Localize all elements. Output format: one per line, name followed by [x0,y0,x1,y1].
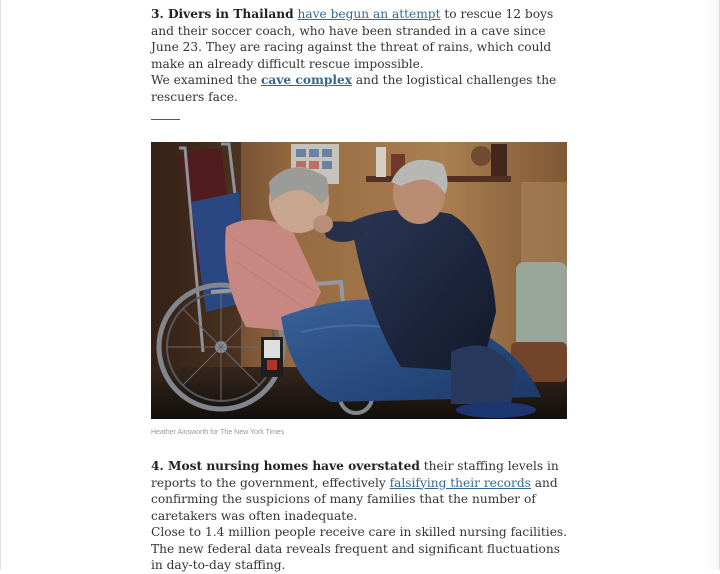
photo-credit: Heather Ainsworth for The New York Times [151,429,285,436]
nursing-home-photo [151,142,567,419]
cave-complex-link[interactable]: cave complex [261,73,353,87]
item-4-lead: 4. Most nursing homes have overstated [151,459,420,473]
paragraph-item-4 [151,458,569,524]
cave-text-after: and the logistical challenges the rescuers face. [151,73,557,104]
paragraph-nursing-data: Close to 1.4 million people receive care in skilled nursing facilities. The new federal data reveals frequent and significant fluctuations in day-to-day staffing. [151,525,568,572]
cave-text-before: We examined the [151,73,261,87]
item-4-text-after: and confirming the suspicions of many families that the number of caretakers was often inadequate. [151,475,558,523]
falsifying-records-link[interactable]: falsifying their records [389,475,531,490]
item-4-text: their staffing levels in reports to the government, effectively [151,459,559,490]
item-3-lead: 3. Divers in Thailand [151,7,294,21]
photo-illustration [151,142,567,419]
have-begun-attempt-link[interactable]: have begun an attempt [297,7,441,21]
paragraph-cave-complex [151,72,569,105]
section-divider [151,119,180,120]
item-3-text: to rescue 12 boys and their soccer coach, who have been stranded in a cave since June 23. They are racing against the threat of rains, which could make an already difficult rescue impossible. [151,7,554,71]
scroll-shadow [706,0,720,570]
paragraph-item-3 [151,6,569,72]
